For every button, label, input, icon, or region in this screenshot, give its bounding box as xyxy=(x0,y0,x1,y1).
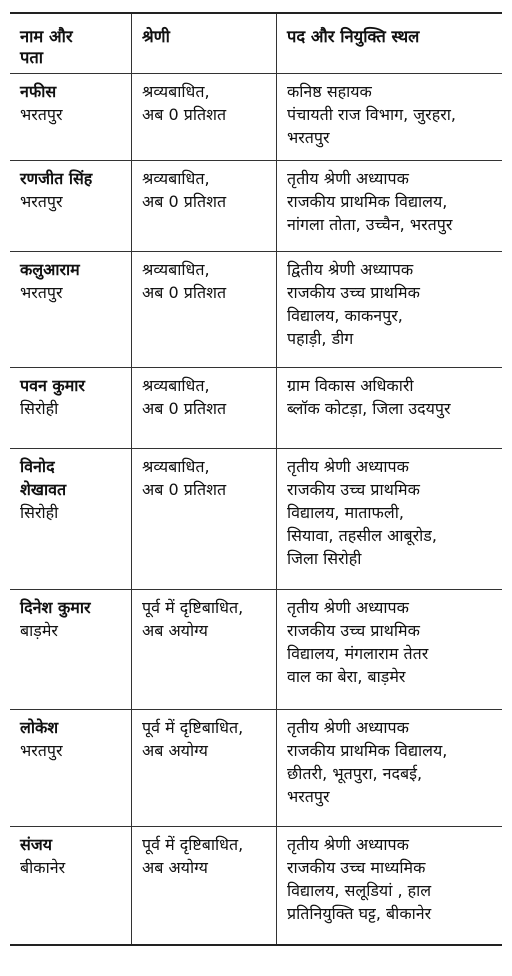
person-name: रणजीत सिंह xyxy=(20,169,93,188)
category-line: अब 0 प्रतिशत xyxy=(142,192,227,211)
name-address-cell xyxy=(10,74,131,160)
category-cell xyxy=(131,74,276,160)
post-line: राजकीय उच्च प्राथमिक xyxy=(287,621,420,640)
post-line: विद्यालय, माताफली, xyxy=(287,503,404,522)
post-cell xyxy=(276,161,502,251)
table-header-row xyxy=(10,14,502,74)
appointments-table xyxy=(10,12,502,946)
post-line: भरतपुर xyxy=(287,787,330,806)
person-name: नफीस xyxy=(20,82,57,101)
table-row xyxy=(10,449,502,590)
table-row xyxy=(10,74,502,161)
post-cell xyxy=(276,710,502,826)
category-line: श्रव्यबाधित, xyxy=(142,376,210,395)
category-line: अब अयोग्य xyxy=(142,858,208,877)
category-line: श्रव्यबाधित, xyxy=(142,260,210,279)
post-line: सियावा, तहसील आबूरोड, xyxy=(287,526,437,545)
post-line: राजकीय उच्च माध्यमिक xyxy=(287,858,426,877)
header-name-address xyxy=(10,14,131,74)
post-line: विद्यालय, सलूडियां , हाल xyxy=(287,881,432,900)
post-line: तृतीय श्रेणी अध्यापक xyxy=(287,718,409,737)
name-address-cell xyxy=(10,252,131,367)
table-row xyxy=(10,368,502,449)
header-name-address-line: नाम और xyxy=(20,27,73,46)
person-place: सिरोही xyxy=(20,399,59,418)
post-cell xyxy=(276,449,502,589)
name-address-cell xyxy=(10,368,131,448)
name-address-cell xyxy=(10,710,131,826)
header-name-address-line: पता xyxy=(20,48,44,67)
post-cell xyxy=(276,590,502,709)
post-line: पहाड़ी, डीग xyxy=(287,329,354,348)
category-line: अब 0 प्रतिशत xyxy=(142,283,227,302)
name-address-cell xyxy=(10,449,131,589)
post-line: छीतरी, भूतपुरा, नदबई, xyxy=(287,764,423,783)
category-line: अब अयोग्य xyxy=(142,621,208,640)
post-line: राजकीय उच्च प्राथमिक xyxy=(287,480,420,499)
table-row xyxy=(10,710,502,827)
table-row xyxy=(10,161,502,252)
post-line: द्वितीय श्रेणी अध्यापक xyxy=(287,260,414,279)
category-line: श्रव्यबाधित, xyxy=(142,82,210,101)
category-cell xyxy=(131,161,276,251)
post-line: राजकीय प्राथमिक विद्यालय, xyxy=(287,741,448,760)
person-place: बाड़मेर xyxy=(20,621,58,640)
category-cell xyxy=(131,252,276,367)
post-line: ग्राम विकास अधिकारी xyxy=(287,376,414,395)
post-line: पंचायती राज विभाग, जुरहरा, xyxy=(287,105,456,124)
category-line: अब 0 प्रतिशत xyxy=(142,480,227,499)
person-name: पवन कुमार xyxy=(20,376,85,395)
person-name: दिनेश कुमार xyxy=(20,598,91,617)
post-line: नांगला तोता, उच्चैन, भरतपुर xyxy=(287,215,453,234)
header-post-location: पद और नियुक्ति स्थल xyxy=(276,14,502,74)
post-line: ब्लॉक कोटड़ा, जिला उदयपुर xyxy=(287,399,451,418)
name-address-cell xyxy=(10,161,131,251)
category-line: अब 0 प्रतिशत xyxy=(142,105,227,124)
post-cell xyxy=(276,368,502,448)
post-line: जिला सिरोही xyxy=(287,549,362,568)
post-line: तृतीय श्रेणी अध्यापक xyxy=(287,598,409,617)
person-place: भरतपुर xyxy=(20,105,63,124)
person-name: शेखावत xyxy=(20,480,67,499)
person-name: कलुआराम xyxy=(20,260,80,279)
table-row xyxy=(10,827,502,944)
name-address-cell xyxy=(10,590,131,709)
post-cell xyxy=(276,827,502,944)
person-place: बीकानेर xyxy=(20,858,66,877)
post-line: विद्यालय, मंगलाराम तेतर xyxy=(287,644,429,663)
category-cell xyxy=(131,710,276,826)
person-place: भरतपुर xyxy=(20,741,63,760)
post-line: तृतीय श्रेणी अध्यापक xyxy=(287,835,409,854)
person-name: संजय xyxy=(20,835,52,854)
name-address-cell xyxy=(10,827,131,944)
person-name: विनोद xyxy=(20,457,55,476)
person-place: भरतपुर xyxy=(20,283,63,302)
post-cell xyxy=(276,252,502,367)
table-row xyxy=(10,590,502,710)
category-line: अब 0 प्रतिशत xyxy=(142,399,227,418)
post-line: प्रतिनियुक्ति घट्ट, बीकानेर xyxy=(287,904,432,923)
person-name: लोकेश xyxy=(20,718,59,737)
category-cell xyxy=(131,590,276,709)
post-line: विद्यालय, काकनपुर, xyxy=(287,306,403,325)
post-line: भरतपुर xyxy=(287,128,330,147)
person-place: भरतपुर xyxy=(20,192,63,211)
category-line: अब अयोग्य xyxy=(142,741,208,760)
post-line: तृतीय श्रेणी अध्यापक xyxy=(287,457,409,476)
category-cell xyxy=(131,449,276,589)
post-line: कनिष्ठ सहायक xyxy=(287,82,372,101)
post-line: तृतीय श्रेणी अध्यापक xyxy=(287,169,409,188)
category-line: पूर्व में दृष्टिबाधित, xyxy=(142,718,244,737)
post-line: राजकीय उच्च प्राथमिक xyxy=(287,283,420,302)
category-line: पूर्व में दृष्टिबाधित, xyxy=(142,835,244,854)
category-line: श्रव्यबाधित, xyxy=(142,457,210,476)
category-cell xyxy=(131,368,276,448)
post-line: वाल का बेरा, बाड़मेर xyxy=(287,667,406,686)
post-cell xyxy=(276,74,502,160)
category-line: श्रव्यबाधित, xyxy=(142,169,210,188)
category-cell xyxy=(131,827,276,944)
category-line: पूर्व में दृष्टिबाधित, xyxy=(142,598,244,617)
person-place: सिरोही xyxy=(20,503,59,522)
header-category: श्रेणी xyxy=(131,14,276,74)
post-line: राजकीय प्राथमिक विद्यालय, xyxy=(287,192,448,211)
table-row xyxy=(10,252,502,368)
